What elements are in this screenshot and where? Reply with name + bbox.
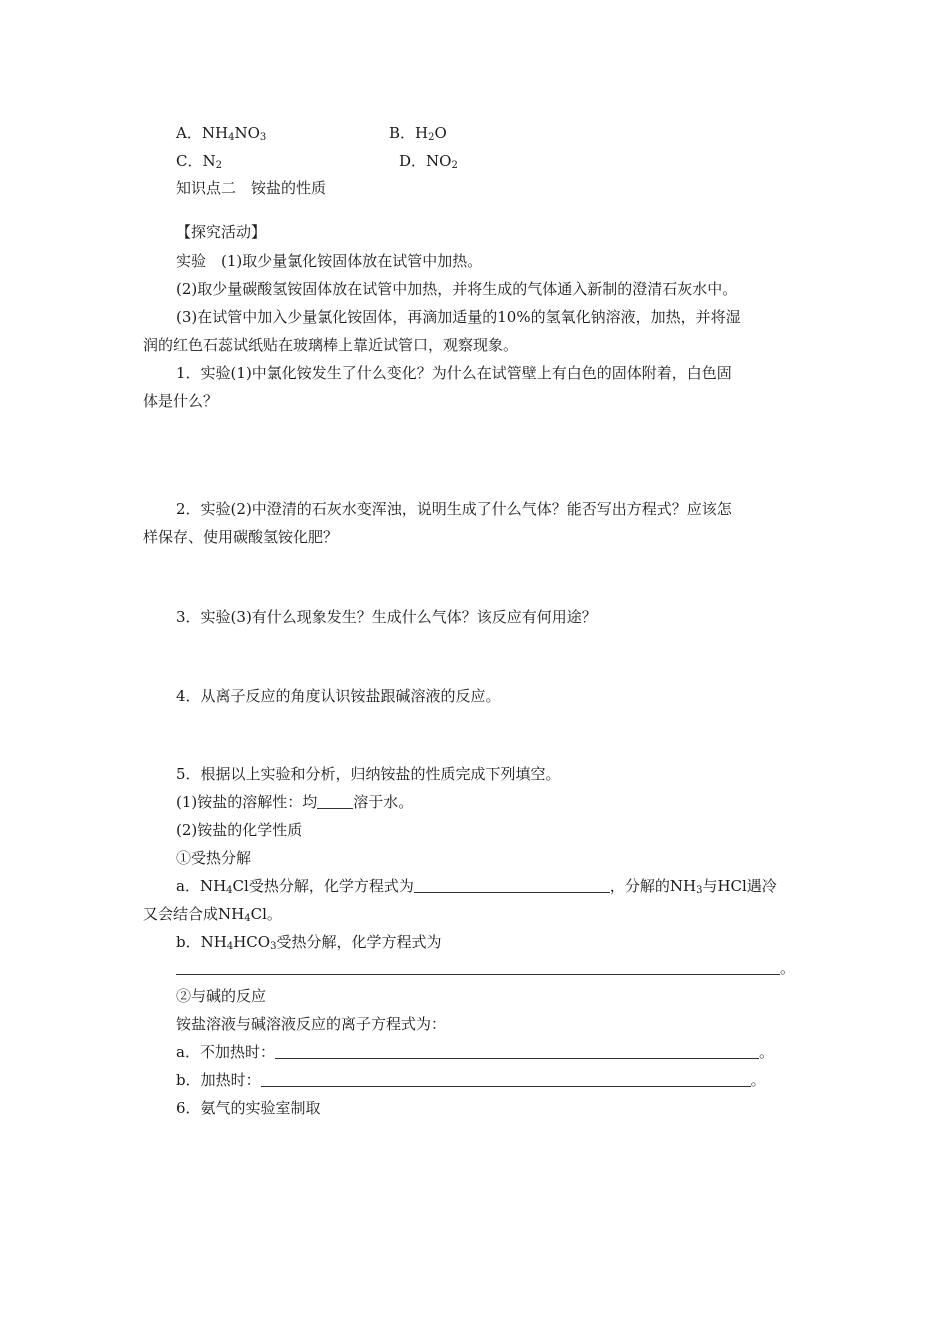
question-5-2: (2)铵盐的化学性质 — [176, 821, 303, 839]
formula-nh4hco3: $NH_4HCO_3$ — [200, 933, 277, 952]
question-4: 4．从离子反应的角度认识铵盐跟碱溶液的反应。 — [176, 687, 501, 705]
formula-h2o: $H_2O$ — [415, 124, 447, 143]
formula-no2: $NO_2$ — [426, 152, 458, 171]
question-2-line-2: 样保存、使用碳酸氢铵化肥？ — [143, 528, 339, 546]
experiment-line-2: (2)取少量碳酸氢铵固体放在试管中加热，并将生成的气体通入新制的澄清石灰水中。 — [176, 280, 738, 298]
nh4hco3-equation-blank[interactable] — [176, 960, 780, 975]
ionic-equation-prompt: 铵盐溶液与碱溶液反应的离子方程式为： — [176, 1015, 447, 1033]
answer-b-line: b．$NH_4HCO_3$受热分解，化学方程式为 — [176, 933, 442, 952]
formula-nh3: $NH_3$ — [669, 877, 703, 896]
heat-line: b．加热时： 。 — [176, 1071, 766, 1089]
question-2-line-1: 2．实验(2)中澄清的石灰水变浑浊，说明生成了什么气体？能否写出方程式？应该怎 — [176, 500, 732, 518]
formula-nh4no3: $NH_4NO_3$ — [201, 124, 267, 143]
question-5-2-1: ①受热分解 — [176, 849, 252, 867]
question-1-line-1: 1．实验(1)中氯化铵发生了什么变化？为什么在试管壁上有白色的固体附着，白色固 — [176, 364, 732, 382]
option-c: C．$N_2$ — [176, 152, 222, 171]
activity-title: 【探究活动】 — [176, 223, 267, 241]
no-heat-equation-blank[interactable] — [275, 1044, 759, 1059]
option-a: A．$NH_4NO_3$ — [176, 124, 267, 143]
heat-equation-blank[interactable] — [261, 1072, 751, 1087]
formula-nh4cl-2: $NH_4Cl$ — [218, 905, 267, 924]
question-3: 3．实验(3)有什么现象发生？生成什么气体？该反应有何用途？ — [176, 608, 597, 626]
section-title: 知识点二 铵盐的性质 — [176, 179, 327, 197]
question-5-1: (1)铵盐的溶解性：均 溶于水。 — [176, 793, 414, 811]
formula-n2: $N_2$ — [202, 152, 222, 171]
answer-a-line-2: 又会结合成$NH_4Cl$。 — [143, 905, 282, 924]
question-5-2-2: ②与碱的反应 — [176, 987, 267, 1005]
experiment-line-3b: 润的红色石蕊试纸贴在玻璃棒上靠近试管口，观察现象。 — [143, 336, 519, 354]
solubility-blank[interactable] — [317, 794, 353, 809]
answer-b-blank-line: 。 — [176, 958, 795, 978]
experiment-line-1: 实验 (1)取少量氯化铵固体放在试管中加热。 — [176, 252, 483, 270]
question-6: 6．氨气的实验室制取 — [176, 1099, 321, 1117]
answer-a-line: a．$NH_4Cl$受热分解，化学方程式为 ，分解的$NH_3$与HCl遇冷 — [176, 877, 777, 896]
nh4cl-equation-blank[interactable] — [414, 878, 610, 893]
question-5: 5．根据以上实验和分析，归纳铵盐的性质完成下列填空。 — [176, 765, 561, 783]
option-d: D．$NO_2$ — [399, 152, 458, 171]
experiment-line-3a: (3)在试管中加入少量氯化铵固体，再滴加适量的10%的氢氧化钠溶液，加热，并将湿 — [176, 308, 741, 326]
question-1-line-2: 体是什么？ — [143, 392, 219, 410]
formula-nh4cl: $NH_4Cl$ — [199, 877, 249, 896]
no-heat-line: a．不加热时： 。 — [176, 1043, 774, 1061]
option-b: B．$H_2O$ — [389, 124, 447, 143]
